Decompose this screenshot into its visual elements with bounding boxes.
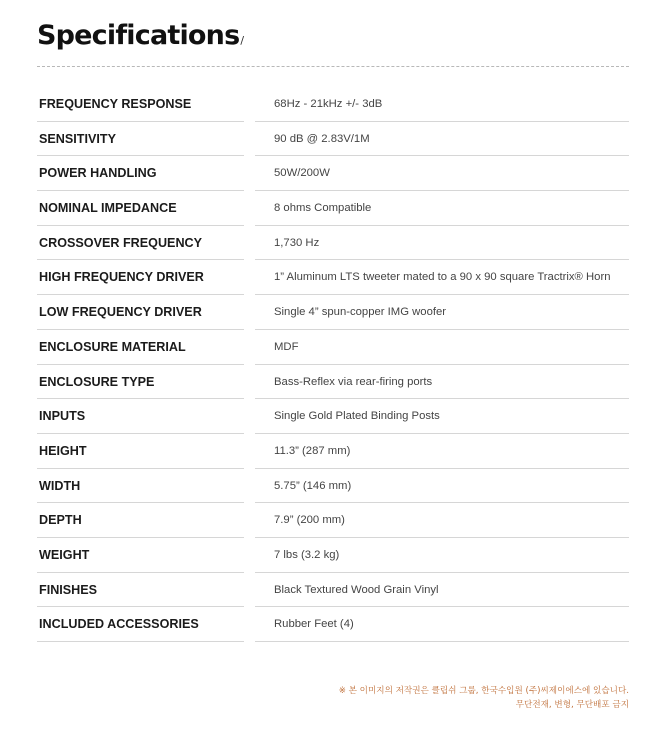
spec-label: DEPTH <box>39 513 82 528</box>
copyright-notice <box>339 684 629 712</box>
spec-row-crossover-frequency <box>37 226 629 261</box>
page-title <box>37 20 244 51</box>
spec-row-depth <box>37 503 629 538</box>
spec-row-enclosure-type <box>37 365 629 400</box>
spec-row-included-accessories <box>37 607 629 642</box>
spec-value: 68Hz - 21kHz +/- 3dB <box>274 98 383 110</box>
spec-label: NOMINAL IMPEDANCE <box>39 201 177 216</box>
spec-value: 50W/200W <box>274 167 330 180</box>
spec-label: HEIGHT <box>39 443 87 458</box>
spec-value: 8 ohms Compatible <box>274 202 372 215</box>
spec-value: 7 lbs (3.2 kg) <box>274 548 340 561</box>
spec-row-frequency-response <box>37 87 629 122</box>
row-divider <box>37 641 244 642</box>
spec-label: FREQUENCY RESPONSE <box>39 97 192 111</box>
spec-value: 90 dB @ 2.83V/1M <box>274 132 370 145</box>
spec-row-sensitivity <box>37 122 629 157</box>
spec-row-inputs <box>37 399 629 434</box>
spec-value: Rubber Feet (4) <box>274 618 354 631</box>
spec-row-high-frequency-driver <box>37 260 629 295</box>
spec-row-weight <box>37 538 629 573</box>
spec-value: Single Gold Plated Binding Posts <box>274 410 440 423</box>
spec-label: WEIGHT <box>39 547 90 562</box>
title-slash-mark: / <box>240 34 245 47</box>
spec-value: Bass-Reflex via rear-firing ports <box>274 375 433 388</box>
copyright-notice-line-2: 무단전재, 변형, 무단배포 금지 <box>515 700 629 710</box>
spec-row-height <box>37 434 629 469</box>
spec-row-finishes <box>37 573 629 608</box>
spec-label: ENCLOSURE MATERIAL <box>39 339 186 354</box>
row-divider <box>255 641 629 642</box>
spec-value: 1,730 Hz <box>274 236 320 249</box>
spec-row-width <box>37 469 629 504</box>
spec-value: Black Textured Wood Grain Vinyl <box>274 583 439 596</box>
spec-label: INCLUDED ACCESSORIES <box>39 617 199 632</box>
spec-value: 7.9” (200 mm) <box>274 514 345 527</box>
spec-label: SENSITIVITY <box>39 131 116 146</box>
spec-value: 11.3” (287 mm) <box>274 444 351 457</box>
spec-value: Single 4” spun-copper IMG woofer <box>274 306 447 319</box>
spec-label: HIGH FREQUENCY DRIVER <box>39 270 204 285</box>
spec-label: CROSSOVER FREQUENCY <box>39 235 203 250</box>
specifications-table <box>37 87 629 642</box>
spec-label: LOW FREQUENCY DRIVER <box>39 305 202 320</box>
copyright-notice-line-1: ※ 본 이미지의 저작권은 클립쉬 그룹, 한국수입원 (주)씨제이에스에 있습니다. <box>338 686 629 696</box>
spec-value: 1” Aluminum LTS tweeter mated to a 90 x 90 square Tractrix® Horn <box>274 271 611 284</box>
spec-row-power-handling <box>37 156 629 191</box>
spec-value: 5.75” (146 mm) <box>274 479 352 492</box>
spec-label: POWER HANDLING <box>39 166 157 181</box>
spec-value: MDF <box>274 340 299 353</box>
dashed-divider <box>37 66 629 67</box>
spec-row-enclosure-material <box>37 330 629 365</box>
spec-row-low-frequency-driver <box>37 295 629 330</box>
spec-label: INPUTS <box>39 409 86 424</box>
spec-row-nominal-impedance <box>37 191 629 226</box>
spec-label: WIDTH <box>39 478 81 493</box>
title-text: Specifications <box>37 20 240 51</box>
spec-label: ENCLOSURE TYPE <box>39 374 155 389</box>
spec-label: FINISHES <box>39 582 98 597</box>
